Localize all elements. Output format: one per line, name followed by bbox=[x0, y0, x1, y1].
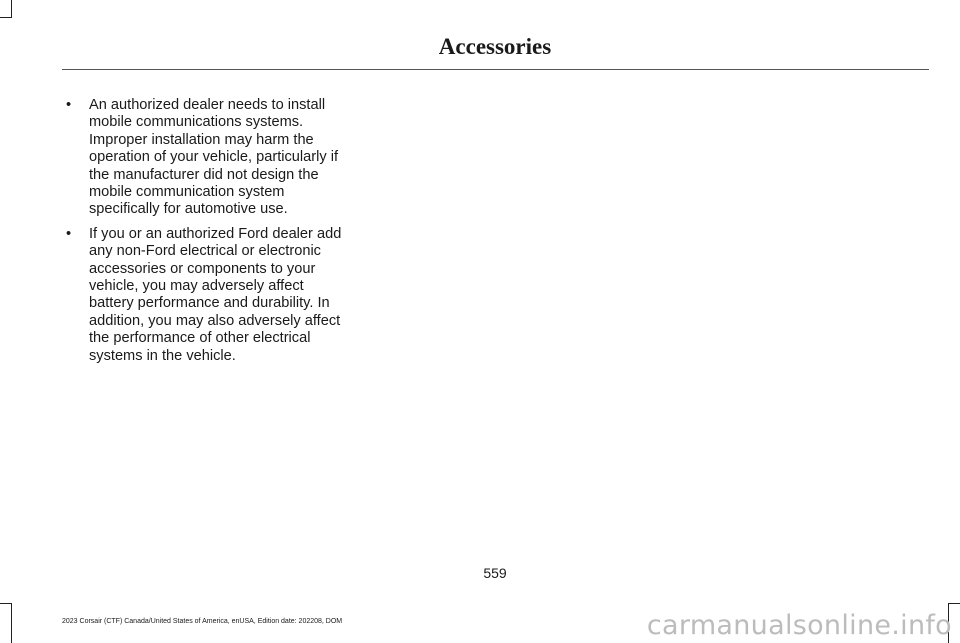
edition-info: 2023 Corsair (CTF) Canada/United States of America, enUSA, Edition date: 202208, DOM bbox=[62, 618, 343, 625]
crop-mark-top-left-horizontal bbox=[0, 17, 12, 18]
bullet-text: An authorized dealer needs to install mobile communications systems. Improper installation may harm the operation of your vehicle, particularly if the manufacturer did not design the mobile communication system specifically for automotive use. bbox=[89, 97, 339, 218]
section-title: Accessories bbox=[438, 34, 552, 59]
crop-mark-bottom-left-vertical bbox=[11, 603, 12, 643]
crop-mark-bottom-left-horizontal bbox=[0, 603, 12, 604]
bullet-icon: • bbox=[66, 97, 72, 113]
crop-mark-bottom-right-horizontal bbox=[948, 603, 960, 604]
page-number: 559 bbox=[483, 565, 507, 581]
bullet-item bbox=[62, 97, 352, 219]
bullet-list bbox=[62, 97, 352, 365]
header-divider bbox=[62, 69, 929, 70]
bullet-item bbox=[62, 226, 352, 365]
crop-mark-top-left-vertical bbox=[11, 0, 12, 18]
bullet-icon: • bbox=[66, 225, 72, 242]
bullet-text: If you or an authorized Ford dealer add any non-Ford electrical or electronic accessories or components to your vehicle, you may adversely affect battery performance and durability. In addition, you may also adversely affect the performance of other electrical systems in the vehicle. bbox=[89, 225, 342, 364]
watermark: carmanualsonline.info bbox=[646, 610, 952, 641]
main-content bbox=[62, 97, 352, 372]
